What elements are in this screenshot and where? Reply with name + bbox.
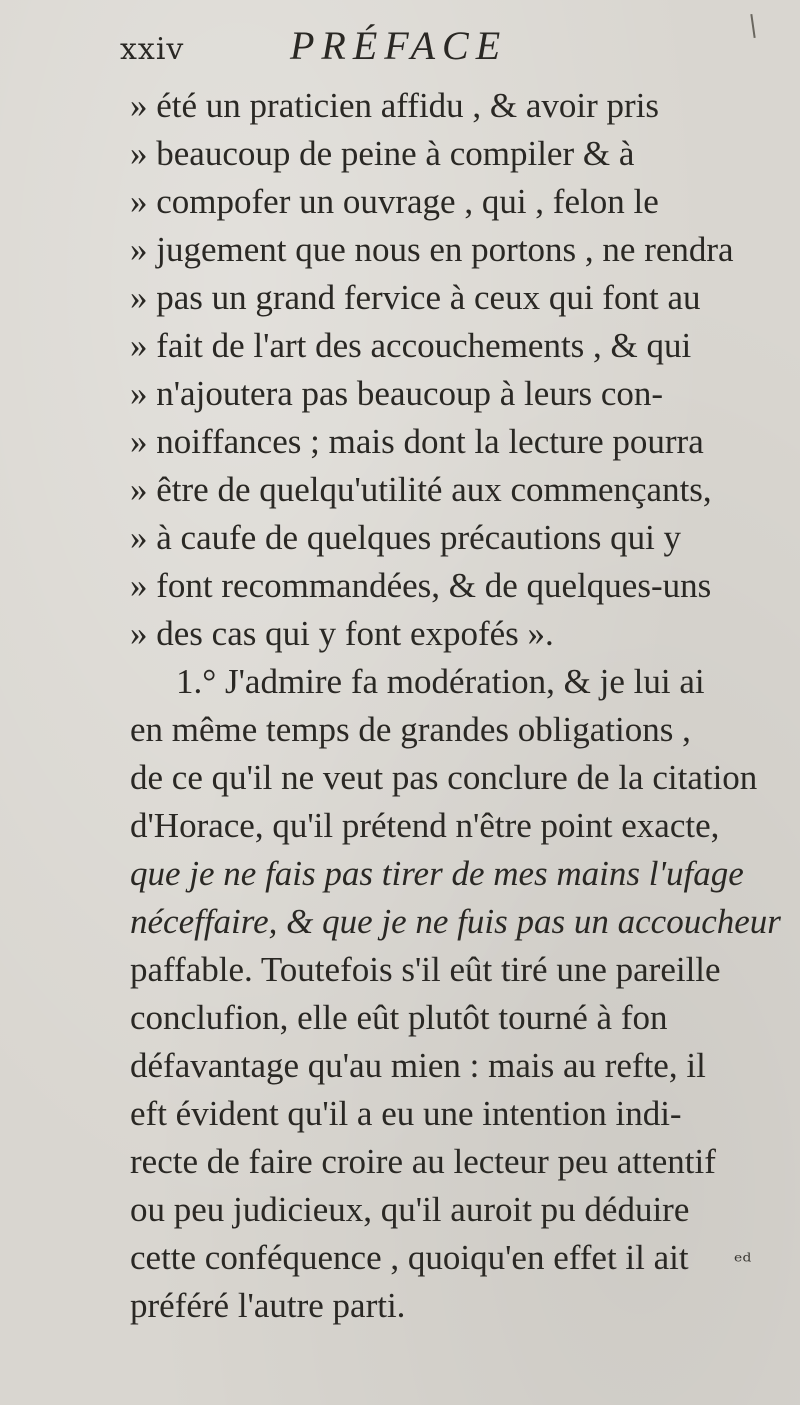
text-line: recte de faire croire au lecteur peu attentif: [130, 1142, 716, 1181]
paragraph-start: 1.° J'admire fa modération, & je lui ai: [176, 662, 705, 701]
text-line: en même temps de grandes obligations ,: [130, 710, 691, 749]
text-line: » font recommandées, & de quelques-uns: [130, 566, 712, 605]
text-line: préféré l'autre parti.: [130, 1286, 406, 1325]
text-line: d'Horace, qu'il prétend n'être point exacte,: [130, 806, 720, 845]
text-line: » compofer un ouvrage , qui , felon le: [130, 182, 659, 221]
footer-mark: ᵉᵈ: [734, 1250, 752, 1275]
text-line: néceffaire, & que je ne fuis pas un accoucheur: [130, 902, 781, 941]
text-line: » pas un grand fervice à ceux qui font au: [130, 278, 701, 317]
text-line: paffable. Toutefois s'il eût tiré une pareille: [130, 950, 721, 989]
page-number: xxiv: [120, 32, 185, 67]
text-line: » été un praticien affidu , & avoir pris: [130, 86, 660, 125]
text-line: » jugement que nous en portons , ne rendra: [130, 230, 734, 269]
text-line: » des cas qui y font expofés ».: [130, 614, 554, 653]
text-line: que je ne fais pas tirer de mes mains l'ufage: [130, 854, 744, 893]
text-line: » fait de l'art des accouchements , & qui: [130, 326, 692, 365]
text-line: » noiffances ; mais dont la lecture pourra: [130, 422, 704, 461]
page-header: [120, 22, 680, 74]
text-line: cette conféquence , quoiqu'en effet il ait: [130, 1238, 689, 1277]
text-line: ou peu judicieux, qu'il auroit pu déduire: [130, 1190, 690, 1229]
text-line: » beaucoup de peine à compiler & à: [130, 134, 635, 173]
text-line: conclufion, elle eût plutôt tourné à fon: [130, 998, 668, 1037]
text-line: » être de quelqu'utilité aux commençants,: [130, 470, 712, 509]
text-line: de ce qu'il ne veut pas conclure de la citation: [130, 758, 758, 797]
text-line: » à caufe de quelques précautions qui y: [130, 518, 682, 557]
text-line: » n'ajoutera pas beaucoup à leurs con-: [130, 374, 664, 413]
text-line: eft évident qu'il a eu une intention indi-: [130, 1094, 682, 1133]
running-head: PRÉFACE: [290, 23, 508, 68]
margin-mark: [750, 14, 755, 38]
text-line: défavantage qu'au mien : mais au refte, il: [130, 1046, 706, 1085]
body-text: [130, 82, 780, 1330]
